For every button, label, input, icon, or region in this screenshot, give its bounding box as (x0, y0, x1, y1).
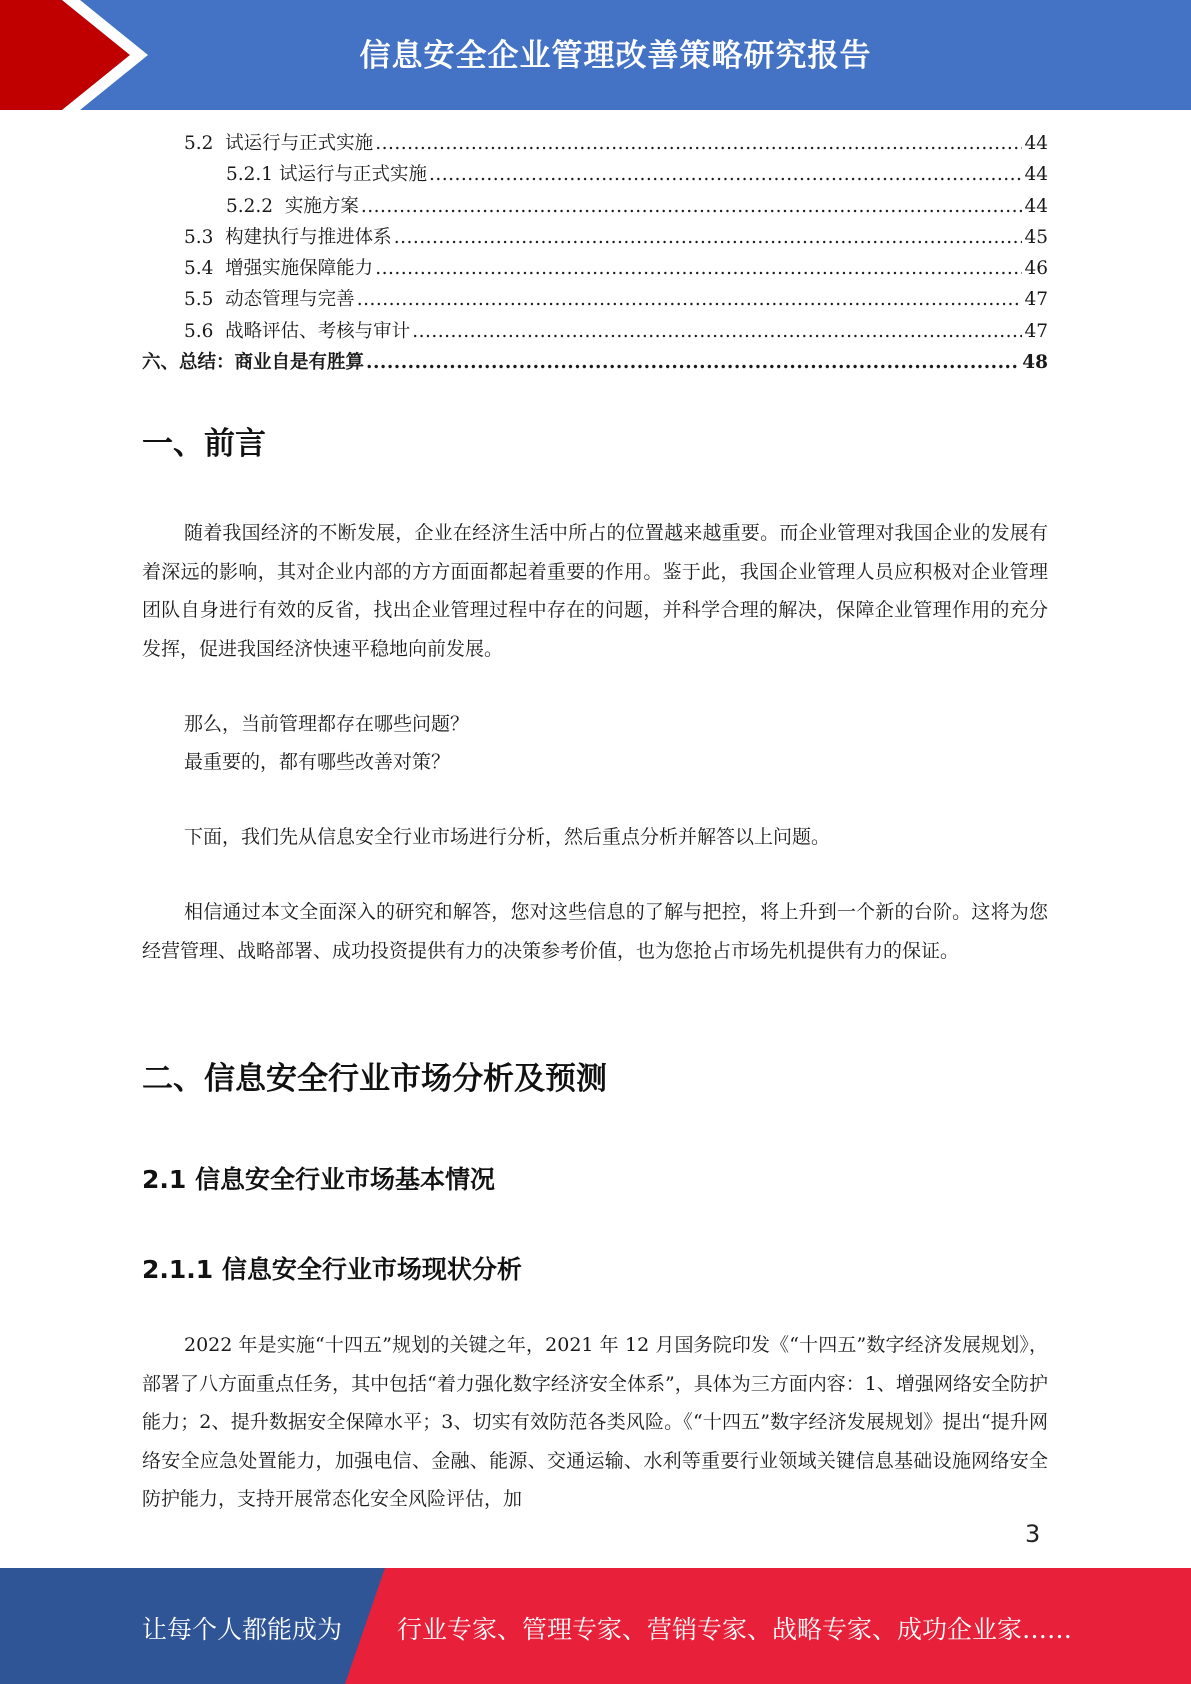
toc-leader-dots (375, 128, 1022, 159)
toc-entry-page: 45 (1024, 226, 1048, 248)
section-heading-preface: 一、前言 (142, 426, 266, 462)
toc-entry[interactable] (142, 191, 1048, 222)
toc-leader-dots (357, 284, 1023, 315)
footer-slogan-left: 让每个人都能成为 (142, 1615, 343, 1644)
toc-leader-dots (429, 159, 1022, 190)
page-header (0, 0, 1191, 110)
table-of-contents (142, 128, 1048, 378)
toc-entry-label: 5.2.1 试运行与正式实施 (226, 164, 427, 186)
toc-entry[interactable] (142, 316, 1048, 347)
toc-leader-dots (394, 222, 1023, 253)
toc-entry-label: 5.4 增强实施保障能力 (184, 258, 374, 280)
toc-leader-dots (412, 316, 1022, 347)
report-title: 信息安全企业管理改善策略研究报告 (359, 38, 872, 74)
subsection-heading-2-1-1: 2.1.1 信息安全行业市场现状分析 (142, 1255, 522, 1284)
toc-entry[interactable] (142, 159, 1048, 190)
subsection-heading-2-1: 2.1 信息安全行业市场基本情况 (142, 1165, 495, 1194)
toc-entry-label: 5.3 构建执行与推进体系 (184, 226, 392, 248)
preface-paragraph-2: 下面，我们先从信息安全行业市场进行分析，然后重点分析并解答以上问题。 (184, 826, 831, 848)
toc-entry[interactable] (142, 347, 1048, 378)
toc-entry-page: 44 (1024, 164, 1048, 186)
toc-leader-dots (361, 191, 1023, 222)
preface-paragraph-3: 相信通过本文全面深入的研究和解答，您对这些信息的了解与把控，将上升到一个新的台阶。这将为您经营管理、战略部署、成功投资提供有力的决策参考价值，也为您抢占市场先机提供有力的保证。 (142, 901, 1048, 962)
preface-paragraph-1: 随着我国经济的不断发展，企业在经济生活中所占的位置越来越重要。而企业管理对我国企业的发展有着深远的影响，其对企业内部的方方面面都起着重要的作用。鉴于此，我国企业管理人员应积极对企业管理团队自身进行有效的反省，找出企业管理过程中存在的问题，并科学合理的解决，保障企业管理作用的充分发挥，促进我国经济快速平稳地向前发展。 (142, 522, 1048, 660)
toc-entry-label: 六、总结：商业自是有胜算 (142, 352, 365, 374)
section-heading-market: 二、信息安全行业市场分析及预测 (142, 1061, 607, 1097)
toc-entry[interactable] (142, 253, 1048, 284)
toc-leader-dots (366, 347, 1020, 378)
preface-question-2: 最重要的，都有哪些改善对策？ (184, 751, 451, 773)
toc-entry[interactable] (142, 222, 1048, 253)
toc-entry-page: 48 (1022, 352, 1048, 374)
page-number: 3 (1025, 1520, 1041, 1548)
market-paragraph-1: 2022 年是实施“十四五”规划的关键之年，2021 年 12 月国务院印发《“十四五”数字经济发展规划》，部署了八方面重点任务，其中包括“着力强化数字经济安全体系”，具体为三方面内容：1、增强网络安全防护能力；2、提升数据安全保障水平；3、切实有效防范各类风险。《“十四五”数字经济发展规划》提出“提升网络安全应急处置能力，加强电信、金融、能源、交通运输、水利等重要行业领域关键信息基础设施网络安全防护能力，支持开展常态化安全风险评估，加 (142, 1334, 1048, 1510)
toc-entry-label: 5.2 试运行与正式实施 (184, 133, 374, 154)
toc-entry[interactable] (142, 284, 1048, 315)
toc-entry-page: 44 (1024, 195, 1048, 217)
toc-entry-page: 47 (1024, 289, 1048, 311)
toc-leader-dots (375, 253, 1022, 284)
toc-entry-page: 46 (1024, 258, 1048, 280)
page-footer (0, 1568, 1191, 1684)
toc-entry-label: 5.2.2 实施方案 (226, 195, 359, 217)
toc-entry-label: 5.6 战略评估、考核与审计 (184, 320, 411, 342)
footer-slogan-right: 行业专家、管理专家、营销专家、战略专家、成功企业家…… (397, 1615, 1073, 1644)
preface-question-1: 那么，当前管理都存在哪些问题？ (184, 713, 470, 735)
toc-entry-label: 5.5 动态管理与完善 (184, 289, 355, 311)
toc-entry[interactable] (142, 128, 1048, 159)
toc-entry-page: 47 (1024, 320, 1048, 342)
toc-entry-page: 44 (1024, 133, 1048, 154)
